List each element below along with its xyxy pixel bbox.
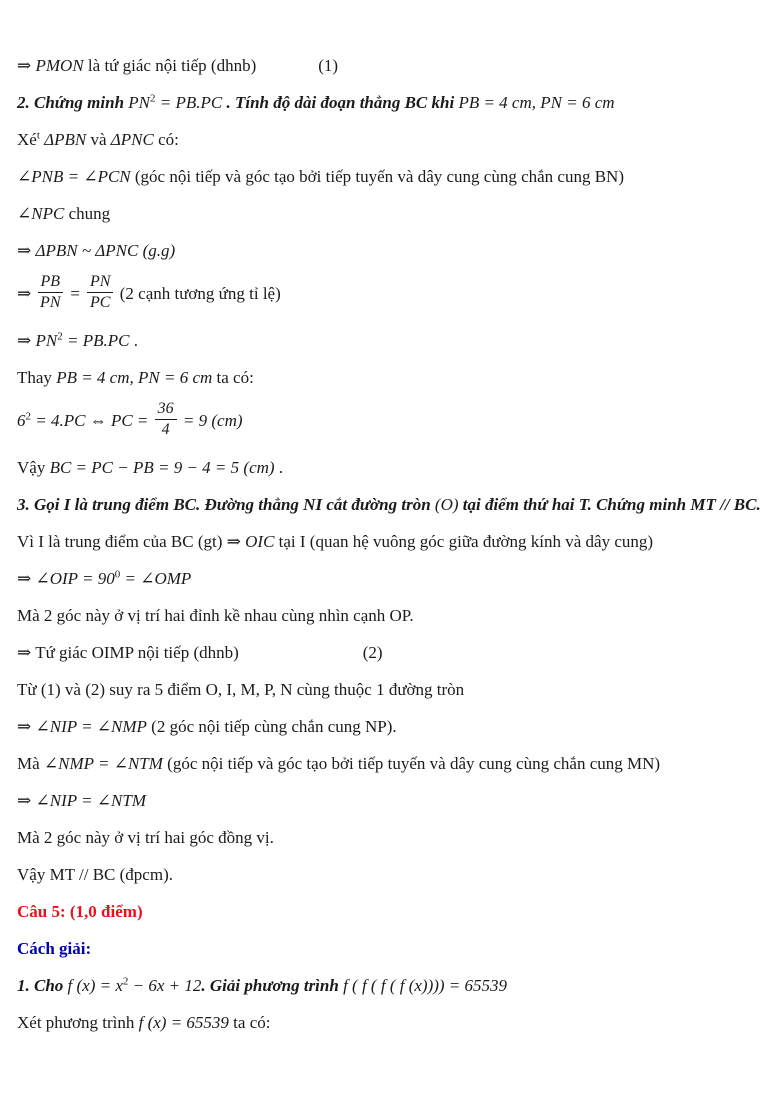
text-segment: ⇒ — [17, 56, 36, 75]
text-segment: tại điểm thứ hai T. Chứng minh MT // BC. — [458, 495, 761, 515]
text-segment: (2) — [362, 643, 383, 663]
text-segment: ΔPBN — [44, 130, 87, 149]
statement-bc-result — [17, 456, 756, 480]
statement-oimp-cyclic — [17, 641, 756, 665]
text-segment: (góc nội tiếp và góc tạo bởi tiếp tuyến và dây cung cùng chắn cung MN) — [162, 754, 661, 774]
text-segment: 2. Chứng minh — [17, 93, 129, 112]
text-segment: (2 góc nội tiếp cùng chắn cung NP). — [146, 717, 397, 737]
text-segment: = ∠OMP — [120, 569, 192, 589]
text-segment: = 9 (cm) — [178, 411, 243, 431]
statement-substitute — [17, 366, 756, 390]
fraction-denominator: 4 — [161, 420, 170, 438]
heading-part-2 — [17, 91, 756, 115]
statement-angle-nip-ntm — [17, 789, 756, 813]
statement-angle-pnb-pcn — [17, 165, 756, 189]
text-segment: Từ (1) và (2) suy ra 5 điểm O, I, M, P, N cùng thuộc 1 đường tròn — [17, 680, 465, 700]
text-segment: và — [86, 130, 111, 149]
text-segment: = 4.PC — [31, 411, 90, 431]
text-segment: ΔPBN ~ ΔPNC (g.g) — [35, 241, 176, 260]
statement-pn2-pbpc — [17, 329, 756, 353]
text-segment: 0 — [114, 568, 121, 581]
text-segment: chung — [64, 204, 111, 223]
text-segment: 2 — [25, 410, 31, 423]
text-segment: ⇒ — [17, 717, 36, 737]
text-segment: Vì I là trung điểm của BC (gt) — [17, 532, 227, 552]
text-segment: ta có: — [212, 368, 254, 388]
text-segment: . — [129, 331, 138, 351]
text-segment: Câu 5: (1,0 điểm) — [17, 902, 143, 922]
text-segment: 1. Cho — [17, 976, 68, 996]
text-segment: ⇒ — [226, 532, 246, 552]
text-segment: PC = — [110, 411, 153, 431]
text-segment: ⇒ — [17, 569, 36, 589]
text-segment: (góc nội tiếp và góc tạo bởi tiếp tuyến và dây cung cùng chắn cung BN) — [130, 167, 624, 186]
text-segment: 6 — [17, 411, 26, 431]
text-segment: tại I (quan hệ vuông góc giữa đường kính và dây cung) — [274, 532, 654, 552]
text-segment: ∠NIP = ∠NTM — [35, 791, 146, 811]
text-segment: Xét phương trình — [17, 1013, 139, 1033]
text-segment: 2 — [150, 92, 156, 105]
statement-ratio — [17, 273, 756, 314]
text-segment: PN — [128, 93, 151, 112]
fraction — [153, 400, 179, 438]
statement-midpoint-oic — [17, 530, 756, 554]
text-segment: Mà 2 góc này ở vị trí hai góc đồng vị. — [17, 828, 274, 848]
text-segment: (O) — [434, 495, 459, 515]
text-segment: ta có: — [228, 1013, 271, 1033]
heading-cau-5 — [17, 900, 756, 924]
statement-mt-parallel-bc — [17, 863, 756, 887]
heading-part-3 — [17, 493, 761, 517]
text-segment: Mà — [17, 754, 44, 774]
statement-five-points — [17, 678, 756, 702]
text-segment: ⇒ — [17, 241, 36, 260]
text-segment: ∠NIP = ∠NMP — [35, 717, 147, 737]
statement-angle-npc-common — [17, 202, 756, 226]
text-segment: Vậy MT // BC (đpcm). — [17, 865, 173, 885]
text-segment: ∠NPC — [17, 204, 65, 223]
text-segment: ⇒ — [17, 284, 36, 303]
text-segment: 2 — [57, 330, 63, 343]
text-segment: ∠OIP = 90 — [35, 569, 115, 589]
text-segment: f (x) = x — [67, 976, 123, 996]
fraction-numerator: 36 — [155, 400, 177, 420]
text-segment: BC = PC − PB = 9 − 4 = 5 (cm) — [49, 458, 275, 478]
text-segment: PMON — [35, 56, 84, 75]
text-segment: ⇔ — [89, 411, 111, 431]
text-segment: f (x) = 65539 — [138, 1013, 229, 1033]
statement-corresponding-angles — [17, 826, 756, 850]
text-segment: (2 cạnh tương ứng tỉ lệ) — [115, 284, 281, 303]
text-segment: Tứ giác OIMP nội tiếp (dhnb) — [35, 643, 239, 663]
text-segment: = PB.PC — [62, 331, 130, 351]
text-segment: 3. Gọi I là trung điểm BC. Đường thẳng NI cắt đường tròn — [17, 495, 435, 515]
statement-angle-nmp-ntm — [17, 752, 756, 776]
heading-problem-1 — [17, 974, 756, 998]
text-segment: PB = 4 cm, PN = 6 cm — [458, 93, 615, 112]
text-segment: Thay — [17, 368, 57, 388]
statement-angle-oip-90 — [17, 567, 756, 591]
fraction — [36, 273, 66, 311]
text-segment: . Giải phương trình — [201, 976, 344, 996]
text-segment: ΔPNC — [110, 130, 154, 149]
statement-adjacent-vertices — [17, 604, 756, 628]
text-segment: . Tính độ dài đoạn thẳng BC khi — [222, 93, 459, 112]
statement-consider-equation — [17, 1011, 756, 1035]
text-segment: Xé — [17, 130, 37, 149]
text-segment: PB = 4 cm, PN = 6 cm — [56, 368, 213, 388]
statement-pmon-cyclic — [17, 54, 756, 78]
text-segment: 2 — [122, 975, 129, 988]
text-segment: Mà 2 góc này ở vị trí hai đỉnh kề nhau cùng nhìn cạnh OP. — [17, 606, 414, 626]
text-segment: − 6x + 12 — [128, 976, 202, 996]
statement-consider-triangles — [17, 128, 756, 152]
text-segment: = PB.PC — [155, 93, 223, 112]
text-segment: t — [36, 129, 40, 142]
text-segment: ⇒ — [17, 643, 36, 663]
text-segment: f ( f ( f ( f (x)))) = 65539 — [343, 976, 508, 996]
fraction — [85, 273, 115, 311]
text-segment: . — [274, 458, 284, 478]
text-segment: (1) — [318, 56, 339, 75]
text-segment: ⇒ — [17, 331, 36, 351]
text-segment: ∠NMP = ∠NTM — [43, 754, 163, 774]
statement-angle-nip-nmp — [17, 715, 756, 739]
text-segment: OIC — [245, 532, 275, 552]
text-segment: PN — [35, 331, 58, 351]
fraction-numerator: PN — [87, 273, 113, 293]
heading-cach-giai — [17, 937, 756, 961]
text-segment: ∠PNB = ∠PCN — [17, 167, 131, 186]
statement-similar-triangles — [17, 239, 756, 263]
text-segment: Cách giải: — [17, 939, 92, 959]
fraction-denominator: PC — [90, 293, 111, 311]
text-segment: ⇒ — [17, 791, 36, 811]
text-segment: là tứ giác nội tiếp (dhnb) — [83, 56, 257, 75]
text-segment: Vậy — [17, 458, 50, 478]
fraction-denominator: PN — [40, 293, 61, 311]
fraction-numerator: PB — [38, 273, 64, 293]
text-segment: = — [65, 284, 86, 303]
statement-solve-pc — [17, 400, 756, 441]
text-segment: có: — [153, 130, 179, 149]
